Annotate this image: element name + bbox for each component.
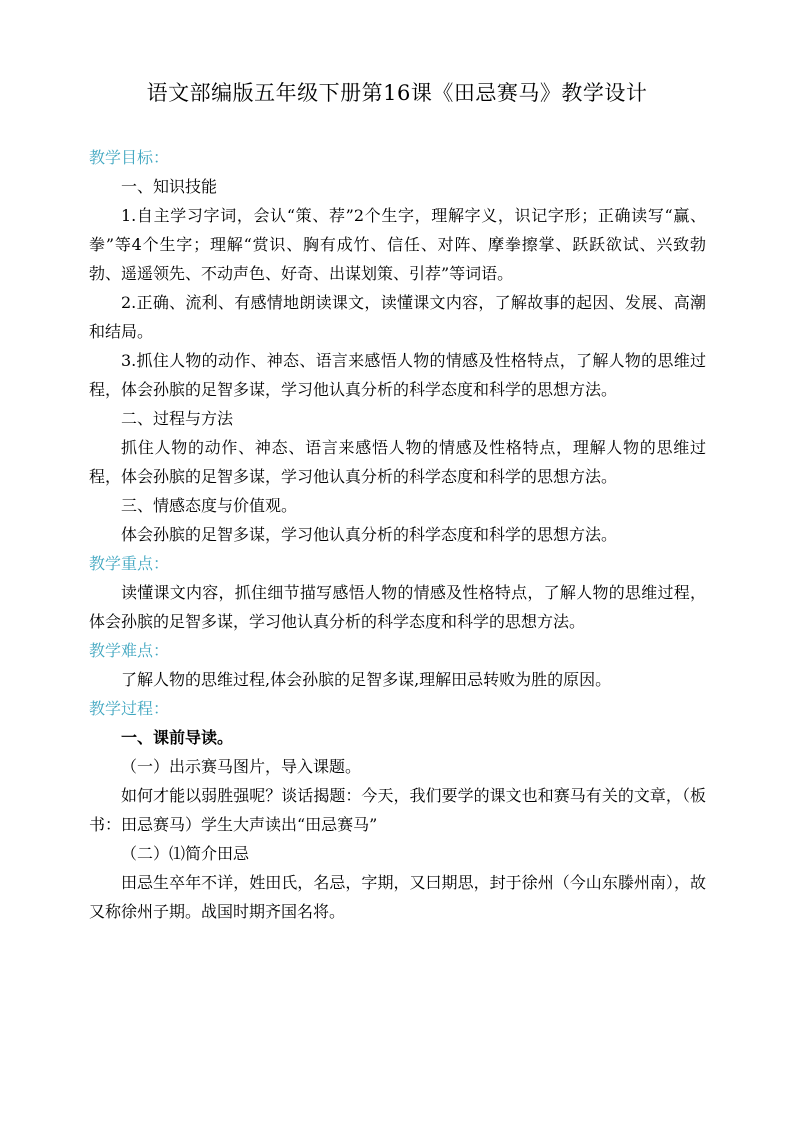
document-title: 语文部编版五年级下册第16课《田忌赛马》教学设计 (146, 81, 648, 105)
key-points-text: 读懂课文内容，抓住细节描写感悟人物的情感及性格特点，了解人物的思维过程，体会孙膑的足智多谋，学习他认真分析的科学态度和科学的思想方法。 (89, 583, 706, 631)
objective-2: 2.正确、流利、有感情地朗读课文，读懂课文内容，了解故事的起因、发展、高潮和结局。 (89, 293, 706, 341)
step-1-2-heading: （二）⑴简介田忌 (121, 844, 250, 863)
emotion-heading: 三、情感态度与价值观。 (121, 496, 298, 515)
key-points-heading: 教学重点： (89, 554, 170, 573)
step-1-1-heading: （一）出示赛马图片，导入课题。 (121, 757, 362, 776)
step-1-1-text: 如何才能以弱胜强呢？谈话揭题：今天，我们要学的课文也和赛马有关的文章，（板书：田忌赛马）学生大声读出“田忌赛马” (89, 786, 706, 834)
process-text: 抓住人物的动作、神态、语言来感悟人物的情感及性格特点，理解人物的思维过程，体会孙膑的足智多谋，学习他认真分析的科学态度和科学的思想方法。 (89, 438, 706, 486)
process-heading: 二、过程与方法 (121, 409, 234, 428)
objective-3: 3.抓住人物的动作、神态、语言来感悟人物的情感及性格特点，了解人物的思维过程，体会孙膑的足智多谋，学习他认真分析的科学态度和科学的思想方法。 (89, 351, 706, 399)
objective-1: 1.自主学习字词，会认“策、荐”2个生字，理解字义，识记字形；正确读写“赢、拳”等4个生字；理解“赏识、胸有成竹、信任、对阵、摩拳擦掌、跃跃欲试、兴致勃勃、遥遥领先、不动声色、好奇、出谋划策、引荐”等词语。 (89, 206, 706, 283)
step-1-2-text: 田忌生卒年不详，姓田氏，名忌，字期，又曰期思，封于徐州（今山东滕州南），故又称徐州子期。战国时期齐国名将。 (89, 873, 706, 921)
difficulty-text: 了解人物的思维过程,体会孙膑的足智多谋,理解田忌转败为胜的原因。 (121, 670, 612, 689)
difficulty-heading: 教学难点： (89, 641, 170, 660)
procedure-heading: 教学过程： (89, 699, 170, 718)
emotion-text: 体会孙膑的足智多谋，学习他认真分析的科学态度和科学的思想方法。 (121, 525, 618, 544)
step-1-heading: 一、课前导读。 (121, 728, 234, 747)
knowledge-heading: 一、知识技能 (121, 177, 218, 196)
objectives-heading: 教学目标： (89, 148, 170, 167)
document-body (89, 143, 706, 926)
